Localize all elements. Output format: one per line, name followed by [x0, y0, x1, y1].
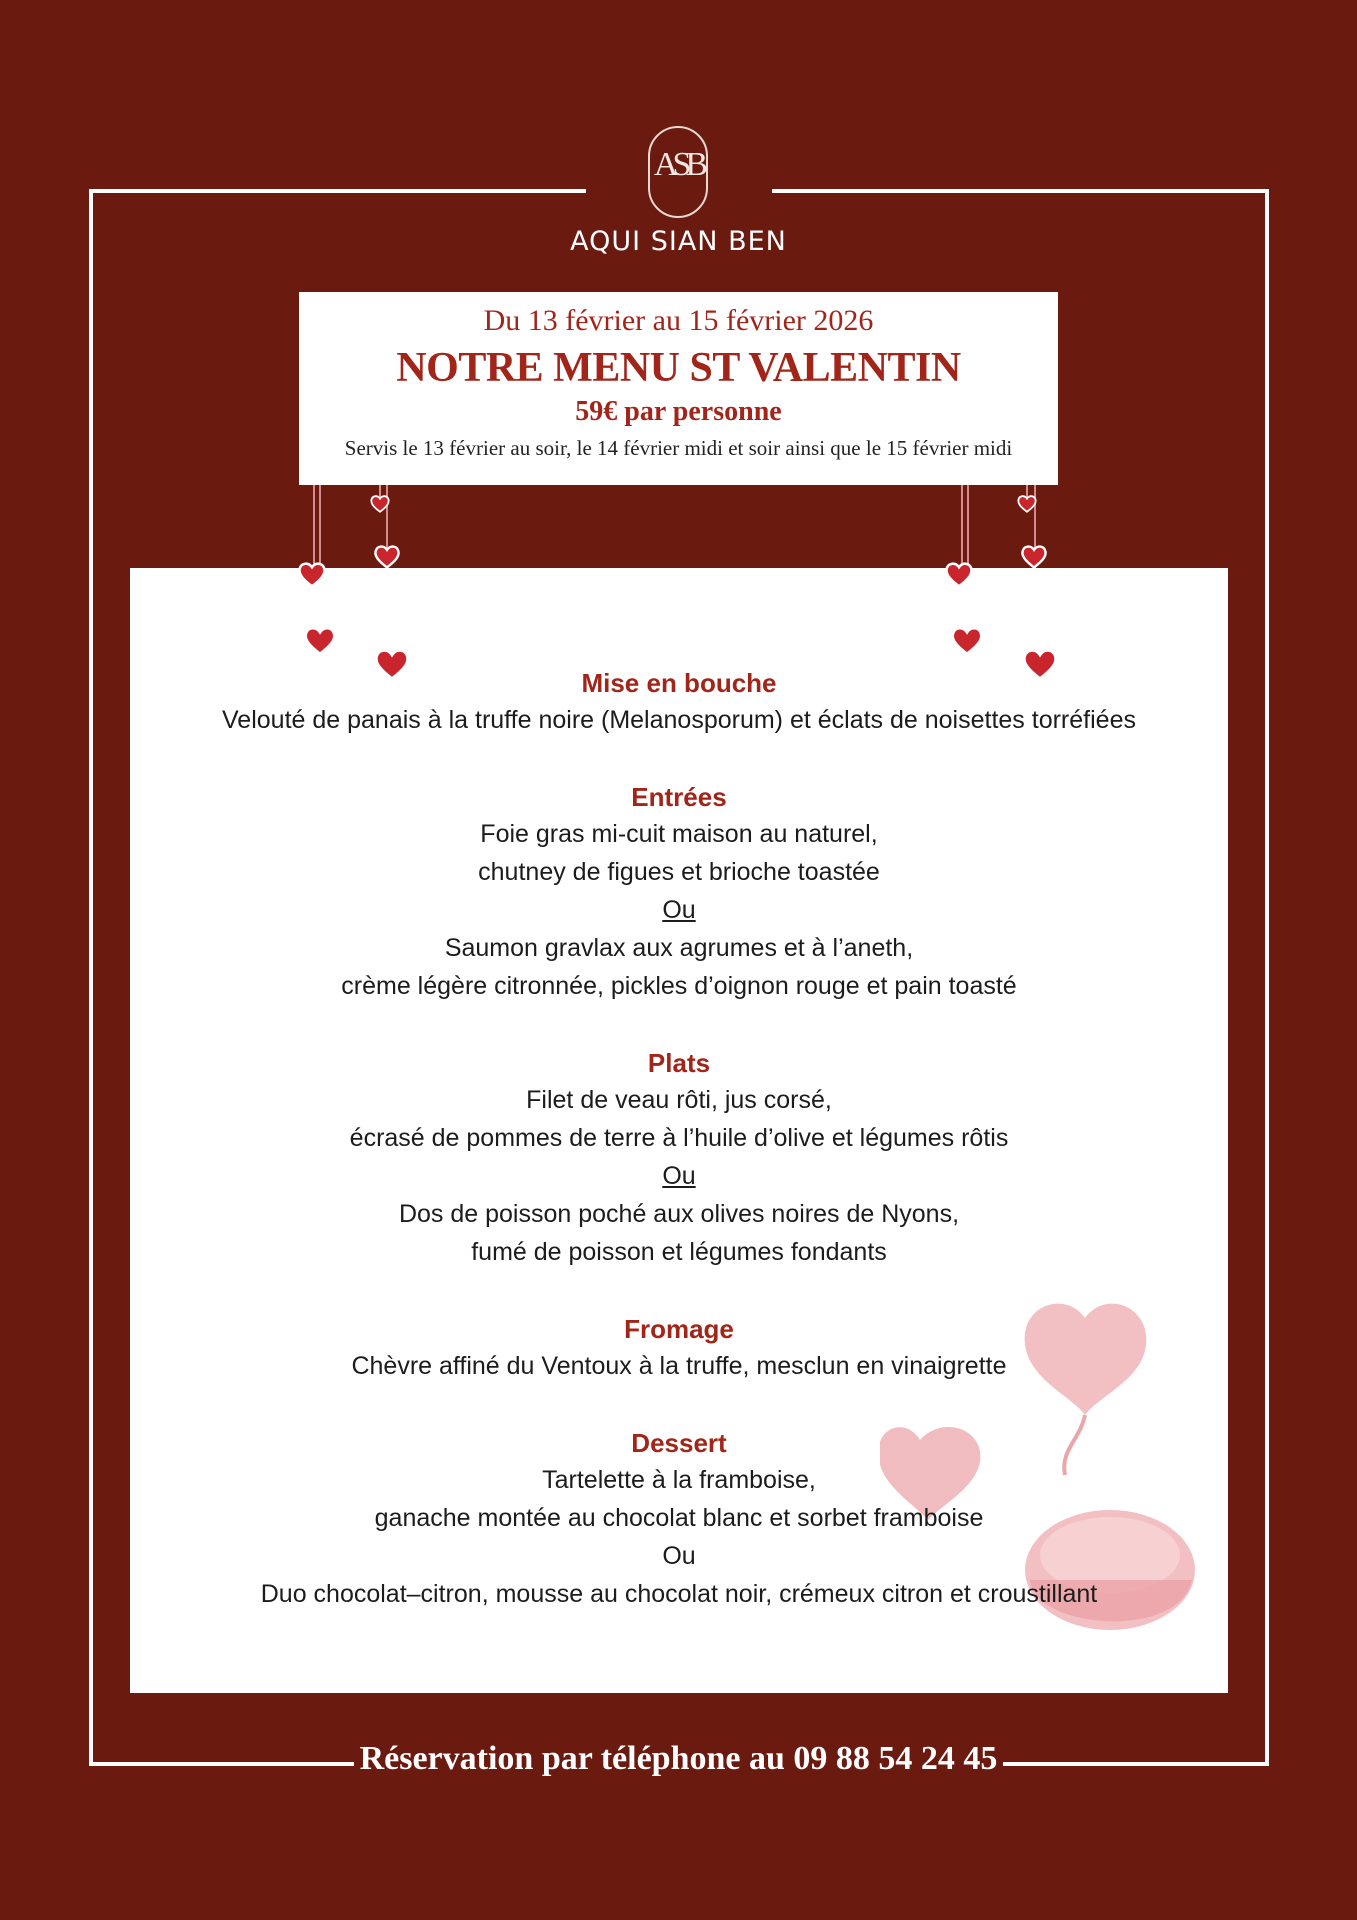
section-title-fromage: Fromage — [624, 1314, 734, 1344]
heart-icon — [1021, 545, 1047, 569]
or-separator: Ou — [662, 1162, 696, 1190]
menu-item: fumé de poisson et légumes fondants — [471, 1238, 887, 1266]
reservation-phone: Réservation par téléphone au 09 88 54 24 45 — [359, 1740, 998, 1777]
menu-content — [130, 665, 1228, 1613]
brand-name: AQUI SIAN BEN — [570, 226, 787, 257]
heart-string — [319, 485, 321, 565]
section-title-plats: Plats — [647, 1048, 711, 1078]
heart-icon — [374, 648, 410, 681]
menu-item: écrasé de pommes de terre à l’huile d’olive et légumes rôtis — [349, 1124, 1009, 1152]
menu-dates: Du 13 février au 15 février 2026 — [483, 304, 874, 337]
logo-monogram: ASB — [653, 146, 703, 183]
menu-title: NOTRE MENU ST VALENTIN — [396, 345, 961, 391]
menu-item: Saumon gravlax aux agrumes et à l’aneth, — [444, 934, 914, 962]
frame-left — [89, 189, 93, 1765]
heart-icon — [1017, 495, 1037, 513]
frame-top-left — [89, 189, 586, 193]
section-title-amuse: Mise en bouche — [581, 668, 777, 698]
heart-icon — [370, 495, 390, 513]
menu-item: Velouté de panais à la truffe noire (Melanosporum) et éclats de noisettes torréfiées — [222, 706, 1136, 734]
heart-icon — [298, 562, 326, 588]
menu-item: crème légère citronnée, pickles d’oignon rouge et pain toasté — [341, 972, 1017, 1000]
frame-right — [1265, 189, 1269, 1765]
heart-icon — [951, 626, 983, 656]
menu-item: Filet de veau rôti, jus corsé, — [526, 1086, 832, 1114]
menu-item: Dos de poisson poché aux olives noires de Nyons, — [398, 1200, 960, 1228]
menu-item: ganache montée au chocolat blanc et sorbet framboise — [374, 1504, 984, 1532]
menu-item: chutney de figues et brioche toastée — [478, 858, 880, 886]
heart-icon — [945, 562, 973, 588]
service-times: Servis le 13 février au soir, le 14 février midi et soir ainsi que le 15 février midi — [344, 436, 1013, 460]
menu-item: Foie gras mi-cuit maison au naturel, — [480, 820, 878, 848]
menu-item: Chèvre affiné du Ventoux à la truffe, mesclun en vinaigrette — [351, 1352, 1007, 1380]
heart-icon — [304, 626, 336, 656]
frame-top-right — [772, 189, 1269, 193]
or-separator: Ou — [662, 896, 696, 924]
section-title-entrees: Entrées — [631, 782, 727, 812]
section-title-dessert: Dessert — [631, 1428, 727, 1458]
header-box — [299, 292, 1058, 485]
logo — [648, 126, 708, 218]
heart-icon — [374, 545, 400, 569]
heart-string — [967, 485, 969, 565]
menu-panel — [130, 568, 1228, 1693]
heart-icon — [1022, 648, 1058, 681]
menu-item: Tartelette à la framboise, — [542, 1466, 816, 1494]
menu-item: Duo chocolat–citron, mousse au chocolat noir, crémeux citron et croustillant — [260, 1580, 1098, 1608]
menu-price: 59€ par personne — [575, 396, 782, 427]
or-separator: Ou — [662, 1542, 696, 1570]
